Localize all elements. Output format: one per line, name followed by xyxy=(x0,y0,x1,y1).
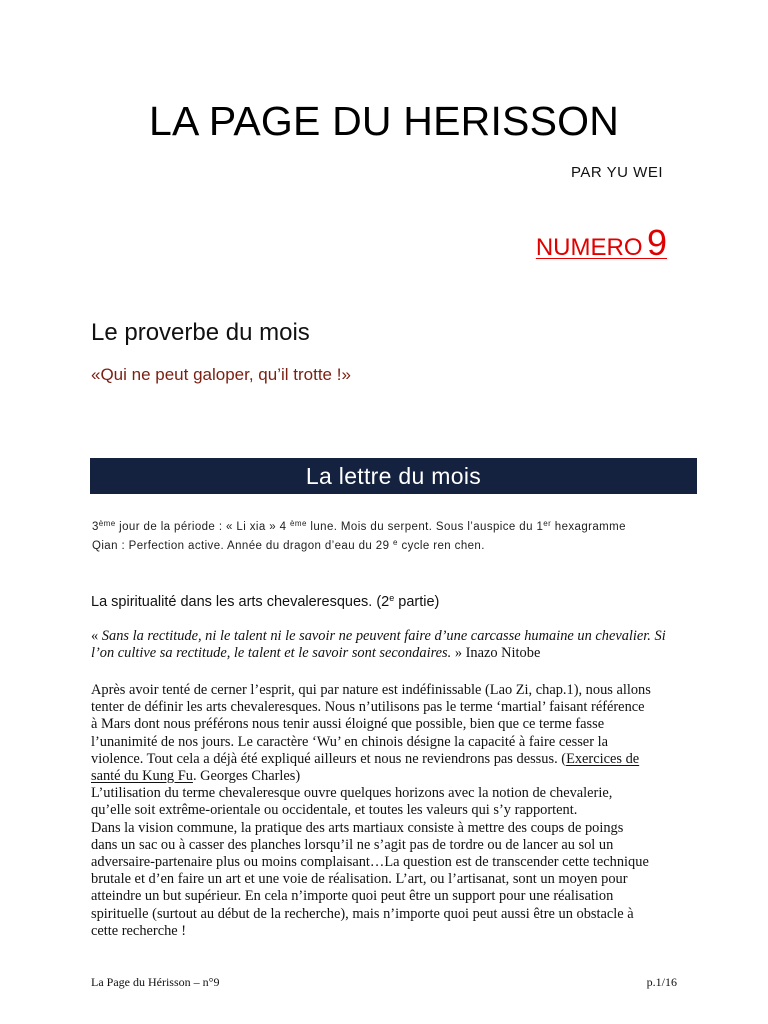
issue-number-value: 9 xyxy=(646,222,667,263)
issue-number xyxy=(536,222,667,264)
date-text: Qian : Perfection active. Année du dragon d’eau du 29 xyxy=(92,540,393,552)
article-title-text: La spiritualité dans les arts chevaleresques. (2 xyxy=(91,594,390,610)
body-line: cette recherche ! xyxy=(91,922,187,939)
letter-banner-label: La lettre du mois xyxy=(305,462,482,489)
date-text: hexagramme xyxy=(551,521,626,533)
proverb-heading: Le proverbe du mois xyxy=(91,319,310,346)
issue-label: NUMERO xyxy=(535,234,643,261)
body-line: Dans la vision commune, la pratique des arts martiaux consiste à mettre des coups de poings xyxy=(91,819,624,836)
reference-link[interactable]: Exercices de xyxy=(566,750,640,767)
byline: PAR YU WEI xyxy=(571,164,663,181)
reference-link[interactable]: santé du Kung Fu xyxy=(91,768,193,785)
quote-attribution: » Inazo Nitobe xyxy=(451,645,541,662)
body-line: l’unanimité de nos jours. Le caractère ‘Wu’ en chinois désigne la capacité à faire cesser la xyxy=(91,733,608,750)
body-line: L’utilisation du terme chevaleresque ouvre quelques horizons avec la notion de chevalerie, xyxy=(91,785,613,802)
body-line: à Mars dont nous préférons nous tenir aussi éloigné que possible, bien que ce terme fasse xyxy=(91,716,605,733)
body-line xyxy=(91,751,691,768)
body-line: qu’elle soit extrême-orientale ou occidentale, et toutes les valeurs qui s’y rapportent. xyxy=(91,802,578,819)
date-superscript: er xyxy=(543,519,552,528)
epigraph-quote xyxy=(91,628,691,662)
article-title xyxy=(91,594,439,610)
date-line xyxy=(92,518,692,556)
date-superscript: ème xyxy=(98,519,116,528)
date-text: cycle ren chen. xyxy=(397,540,485,552)
date-line-1 xyxy=(92,518,692,537)
footer-title: La Page du Hérisson – n°9 xyxy=(91,975,220,989)
date-superscript: ème xyxy=(290,519,307,528)
date-line-2 xyxy=(92,537,692,556)
body-line: adversaire-partenaire plus ou moins complaisant…La question est de transcender cette technique xyxy=(91,854,649,871)
body-text: . Georges Charles) xyxy=(192,768,301,785)
proverb-text: «Qui ne peut galoper, qu’il trotte !» xyxy=(91,365,351,384)
body-line: atteindre un but supérieur. En cela n’importe quoi peut être un support pour une réalisation xyxy=(91,888,614,905)
body-line xyxy=(91,768,691,785)
letter-banner xyxy=(90,458,697,494)
page-title: LA PAGE DU HERISSON xyxy=(148,98,620,144)
body-line: Après avoir tenté de cerner l’esprit, qui par nature est indéfinissable (Lao Zi, chap.1), nous allons xyxy=(91,682,651,698)
date-text: jour de la période : « Li xia » 4 xyxy=(115,521,291,533)
page-number: p.1/16 xyxy=(646,975,677,989)
body-line: tenter de définir les arts chevaleresques. Nous n’utilisons pas le terme ‘martial’ faisant référence xyxy=(91,699,645,716)
article-title-text: partie) xyxy=(394,594,440,610)
date-text: 3 xyxy=(92,521,99,533)
body-text: violence. Tout cela a déjà été expliqué ailleurs et nous ne reviendrons pas dessus. ( xyxy=(91,750,567,767)
body-line: brutale et d’en faire un art et une voie de réalisation. L’art, ou l’artisanat, sont un moyen pour xyxy=(91,871,628,888)
body-line: spirituelle (surtout au début de la recherche), mais n’importe quoi peut aussi être un obstacle à xyxy=(91,905,634,922)
article-title-superscript: e xyxy=(389,593,395,603)
quote-open: « xyxy=(91,628,102,644)
quote-italic: Sans la rectitude, ni le talent ni le savoir ne peuvent faire d’une carcasse humaine un chevalier. Si l’on cultive sa rectitude, le talent et le savoir sont secondaires. xyxy=(91,628,666,662)
article-body xyxy=(91,682,691,940)
body-line: dans un sac ou à casser des planches lorsqu’il ne s’agit pas de tordre ou de lancer au sol un xyxy=(91,836,614,853)
date-superscript: e xyxy=(393,538,398,547)
date-text: lune. Mois du serpent. Sous l’auspice du 1 xyxy=(306,521,544,533)
